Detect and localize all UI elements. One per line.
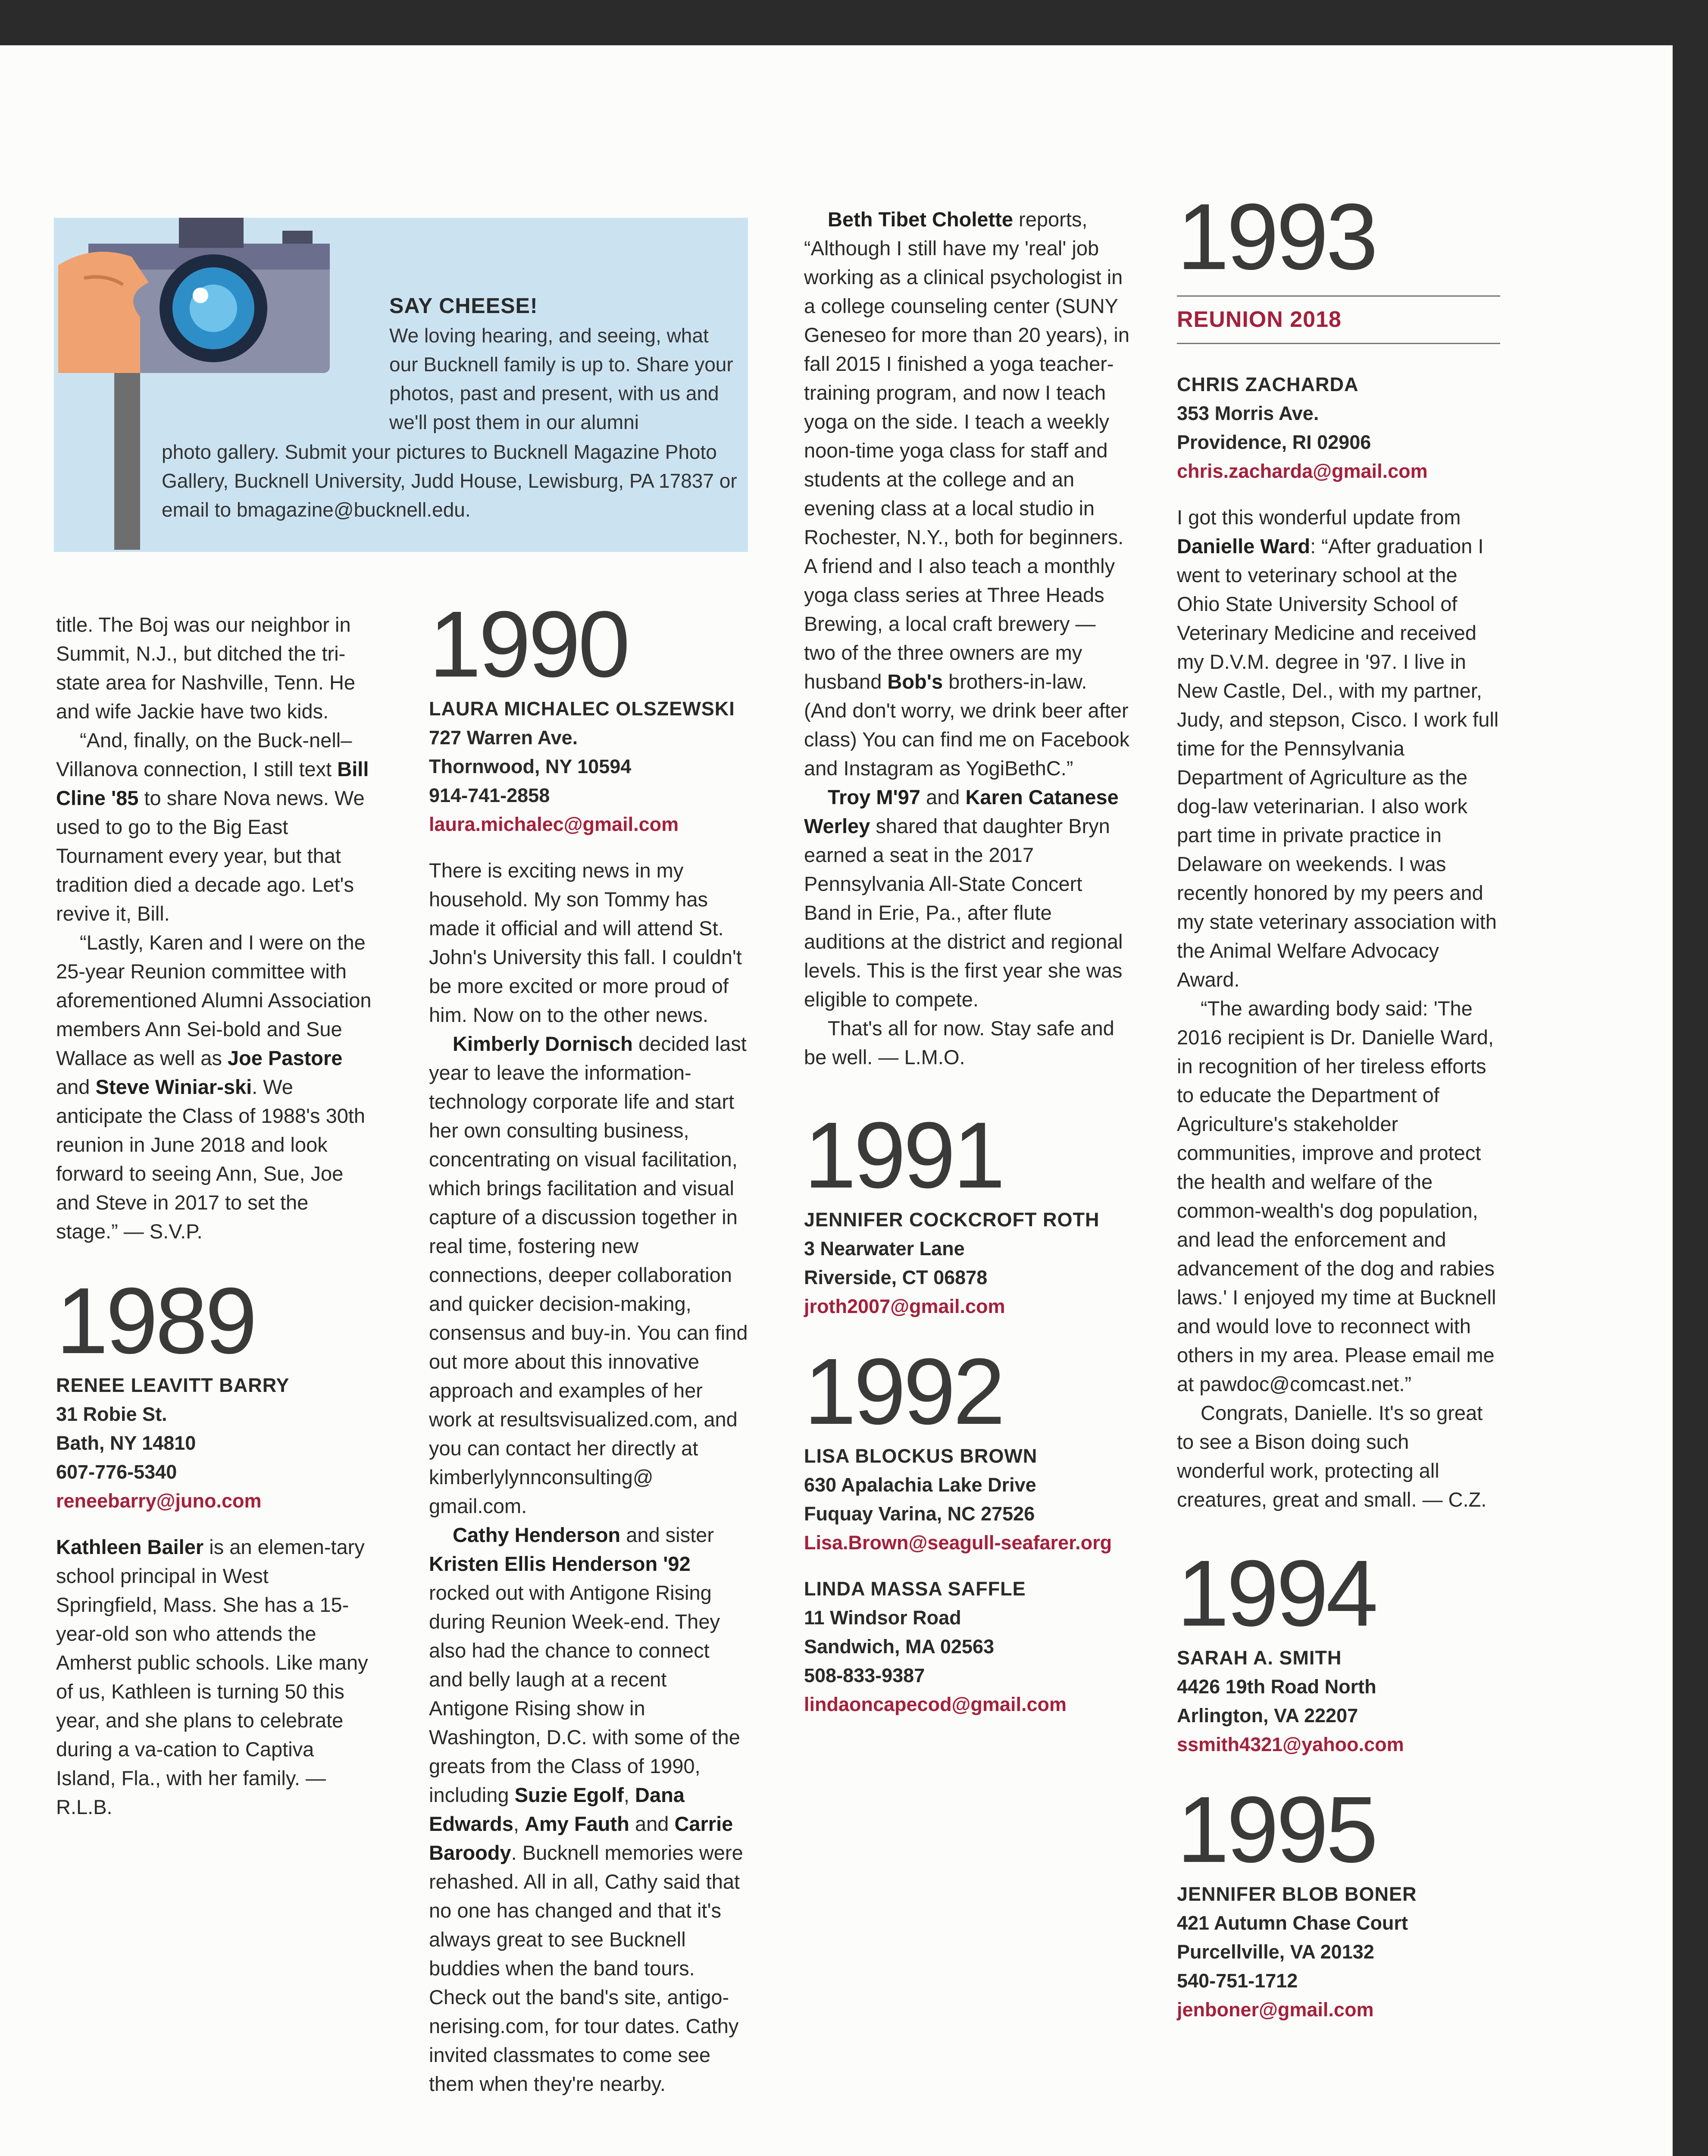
class-year-1993: 1993 bbox=[1177, 185, 1376, 289]
class-year-1990: 1990 bbox=[429, 592, 628, 697]
class-contact: LISA BLOCKUS BROWN 630 Apalachia Lake Drive Fuquay Varina, NC 27526 Lisa.Brown@seagull-seafarer.org bbox=[804, 1442, 1132, 1557]
paragraph: “Lastly, Karen and I were on the 25-year Reunion committee with aforementioned Alumni Association members Ann Sei-bold and Sue Wallace as well as Joe Pastore and Steve Winiar-ski. We anticipate the Class of 1988's 30th reunion in June 2018 and look forward to seeing Ann, Sue, Joe and Steve in 2017 to set the stage.” — S.V.P. bbox=[56, 931, 372, 1243]
paragraph: There is exciting news in my household. My son Tommy has made it official and will attend St. John's University this fall. I couldn't be more excited or more proud of him. Now on to the other news. bbox=[429, 859, 742, 1026]
email-link[interactable]: ssmith4321@yahoo.com bbox=[1177, 1733, 1404, 1755]
class-year-1995: 1995 bbox=[1177, 1777, 1376, 1882]
email-link[interactable]: jenboner@gmail.com bbox=[1177, 1999, 1374, 2021]
class-contact: LAURA MICHALEC OLSZEWSKI 727 Warren Ave. Thornwood, NY 10594 914-741-2858 laura.michalec@gmail.com bbox=[429, 694, 748, 839]
class-contact: RENEE LEAVITT BARRY 31 Robie St. Bath, NY 14810 607-776-5340 reneebarry@juno.com bbox=[56, 1371, 375, 1515]
paragraph: title. The Boj was our neighbor in Summit, N.J., but ditched the tri-state area for Nashville, Tenn. He and wife Jackie have two kids. bbox=[56, 613, 356, 723]
say-cheese-title: SAY CHEESE! bbox=[389, 294, 538, 318]
say-cheese-text: We loving hearing, and seeing, what our Bucknell family is up to. Share your photos, past and present, with us and we'll post them in our alumni bbox=[389, 324, 733, 433]
column-3 bbox=[804, 205, 1132, 1719]
column-2 bbox=[429, 592, 748, 2098]
paragraph: “And, finally, on the Buck-nell–Villanova connection, I still text Bill Cline '85 to share Nova news. We used to go to the Big East Tournament every year, but that tradition died a decade ago. Let's revive it, Bill. bbox=[56, 729, 369, 925]
paragraph: Kimberly Dornisch decided last year to leave the information-technology corporate life and start her own consulting business, concentrating on visual facilitation, which brings facilitation and visual capture of a discussion together in real time, fostering new connections, deeper collaboration and quicker decision-making, consensus and buy-in. You can find out more about this innovative approach and examples of her work at resultsvisualized.com, and you can contact her directly at kimberlylynnconsulting@ gmail.com. bbox=[429, 1032, 748, 1517]
class-contact: CHRIS ZACHARDA 353 Morris Ave. Providence, RI 02906 chris.zacharda@gmail.com bbox=[1177, 370, 1500, 486]
class-contact: JENNIFER BLOB BONER 421 Autumn Chase Court Purcellville, VA 20132 540-751-1712 jenboner@gmail.com bbox=[1177, 1880, 1500, 2024]
class-year-1991: 1991 bbox=[804, 1103, 1003, 1208]
column-4 bbox=[1177, 185, 1500, 2024]
class-contact: LINDA MASSA SAFFLE 11 Windsor Road Sandwich, MA 02563 508-833-9387 lindaoncapecod@gmail.com bbox=[804, 1574, 1132, 1719]
column-1 bbox=[56, 610, 375, 1821]
paragraph: Cathy Henderson and sister Kristen Ellis Henderson '92 rocked out with Antigone Rising during Reunion Week-end. They also had the chance to connect and belly laugh at a recent Antigone Rising show in Washington, D.C. with some of the greats from the Class of 1990, including Suzie Egolf, Dana Edwards, Amy Fauth and Carrie Baroody. Bucknell memories were rehashed. All in all, Cathy said that no one has changed and that it's always great to see Bucknell buddies when the band tours. Check out the band's site, antigo-nerising.com, for tour dates. Cathy invited classmates to come see them when they're nearby. bbox=[429, 1523, 743, 2095]
say-cheese-text-cont: photo gallery. Submit your pictures to Bucknell Magazine Photo Gallery, Bucknell University, Judd House, Lewisburg, PA 17837 or email to bmagazine@bucknell.edu. bbox=[162, 441, 737, 521]
paragraph: Beth Tibet Cholette reports, “Although I still have my 'real' job working as a clinical psychologist in a college counseling center (SUNY Geneseo for more than 20 years), in fall 2015 I finished a yoga teacher-training program, and now I teach yoga on the side. I teach a weekly noon-time yoga class for staff and students at the college and an evening class at a local studio in Rochester, N.Y., both for beginners. A friend and I also teach a monthly yoga class series at Three Heads Brewing, a local craft brewery — two of the three owners are my husband Bob's brothers-in-law. (And don't worry, we drink beer after class) You can find me on Facebook and Instagram as YogiBethC.” bbox=[804, 208, 1130, 780]
email-link[interactable]: chris.zacharda@gmail.com bbox=[1177, 460, 1428, 482]
class-contact: JENNIFER COCKCROFT ROTH 3 Nearwater Lane Riverside, CT 06878 jroth2007@gmail.com bbox=[804, 1205, 1132, 1321]
class-contact: SARAH A. SMITH 4426 19th Road North Arlington, VA 22207 ssmith4321@yahoo.com bbox=[1177, 1643, 1500, 1759]
paragraph: Kathleen Bailer is an elemen-tary school principal in West Springfield, Mass. She has a 15-year-old son who attends the Amherst public schools. Like many of us, Kathleen is turning 50 this year, and she plans to celebrate during a va-cation to Captiva Island, Fla., with her family. — R.L.B. bbox=[56, 1536, 368, 1818]
email-link[interactable]: reneebarry@juno.com bbox=[56, 1490, 262, 1512]
paragraph: Troy M'97 and Karen Catanese Werley shared that daughter Bryn earned a seat in the 2017 Pennsylvania All-State Concert Band in Erie, Pa., after flute auditions at the district and regional levels. This is the first year she was eligible to compete. bbox=[804, 786, 1123, 1011]
email-link[interactable]: Lisa.Brown@seagull-seafarer.org bbox=[804, 1532, 1112, 1554]
paragraph: Congrats, Danielle. It's so great to see a Bison doing such wonderful work, protecting all creatures, great and small. — C.Z. bbox=[1177, 1401, 1487, 1511]
class-year-1994: 1994 bbox=[1177, 1541, 1376, 1646]
email-link[interactable]: jroth2007@gmail.com bbox=[804, 1295, 1005, 1317]
email-link[interactable]: lindaoncapecod@gmail.com bbox=[804, 1693, 1067, 1715]
class-year-1989: 1989 bbox=[56, 1269, 255, 1373]
class-year-1992: 1992 bbox=[804, 1339, 1003, 1444]
paragraph: That's all for now. Stay safe and be well. — L.M.O. bbox=[804, 1017, 1114, 1069]
paragraph: “The awarding body said: 'The 2016 recipient is Dr. Danielle Ward, in recognition of her tireless efforts to educate the Department of Agriculture's stakeholder communities, improve and protect the health and welfare of the common-wealth's dog population, and lead the enforcement and advancement of the dog and rabies laws.' I enjoyed my time at Bucknell and would love to reconnect with others in my area. Please email me at pawdoc@comcast.net.” bbox=[1177, 997, 1496, 1395]
say-cheese-box bbox=[54, 218, 748, 552]
email-link[interactable]: laura.michalec@gmail.com bbox=[429, 813, 679, 835]
paragraph: I got this wonderful update from Danielle Ward: “After graduation I went to veterinary school at the Ohio State University School of Veterinary Medicine and received my D.V.M. degree in '97. I live in New Castle, Del., with my partner, Judy, and stepson, Cisco. I work full time for the Pennsylvania Department of Agriculture as the dog-law veterinarian. I also work part time in private practice in Delaware on weekends. I was recently honored by my peers and my state veterinary association with the Animal Welfare Advocacy Award. bbox=[1177, 506, 1499, 991]
magazine-page bbox=[0, 45, 1673, 2156]
reunion-label: REUNION 2018 bbox=[1177, 295, 1500, 344]
